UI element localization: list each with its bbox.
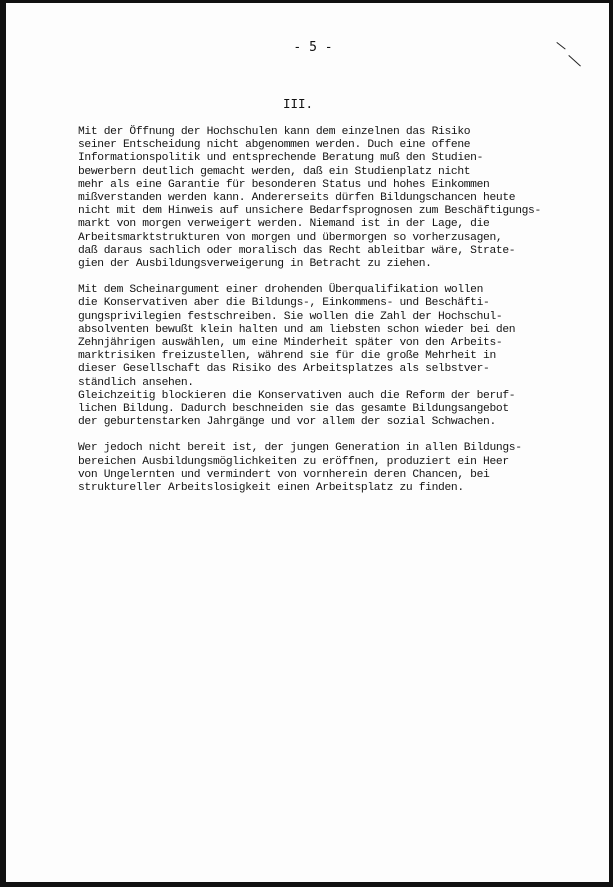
text-line: die Konservativen aber die Bildungs-, Einkommens- und Beschäfti- <box>78 297 490 310</box>
text-line: marktrisiken freizustellen, während sie für die große Mehrheit in <box>78 350 496 363</box>
text-line: seiner Entscheidung nicht abgenommen werden. Duch eine offene <box>78 139 471 152</box>
text-line: Zehnjährigen auswählen, um eine Minderheit später von den Arbeits- <box>78 337 503 350</box>
text-line: bewerbern deutlich gemacht werden, daß ein Studienplatz nicht <box>78 165 471 178</box>
text-line: struktureller Arbeitslosigkeit einen Arbeitsplatz zu finden. <box>78 482 464 495</box>
text-line: von Ungelernten und vermindert von vornherein deren Chancen, bei <box>78 468 490 481</box>
text-line: mehr als eine Garantie für besonderen Status und hohes Einkommen <box>78 178 490 191</box>
text-line: gien der Ausbildungsverweigerung in Betracht zu ziehen. <box>78 258 432 271</box>
section-heading: III. <box>282 96 314 111</box>
text-line: dieser Gesellschaft das Risiko des Arbeitsplatzes als selbstver- <box>78 363 490 376</box>
text-line: gungsprivilegien festschreiben. Sie wollen die Zahl der Hochschul- <box>78 310 503 323</box>
paragraph-1 <box>78 126 613 271</box>
text-line: Informationspolitik und entsprechende Beratung muß den Studien- <box>78 152 484 165</box>
body-text <box>78 126 613 508</box>
paragraph-4 <box>78 442 613 495</box>
text-line: ständlich ansehen. <box>78 376 194 389</box>
scan-mark <box>568 55 581 67</box>
scan-border-left <box>0 0 6 887</box>
text-line: lichen Bildung. Dadurch beschneiden sie das gesamte Bildungsangebot <box>78 403 509 416</box>
text-line: der geburtenstarken Jahrgänge und vor allem der sozial Schwachen. <box>78 416 496 429</box>
paragraph-2 <box>78 284 613 390</box>
text-line: Arbeitsmarktstrukturen von morgen und übermorgen so vorherzusagen, <box>78 231 503 244</box>
text-line: daß daraus sachlich oder moralisch das Recht ableitbar wäre, Strate- <box>78 244 516 257</box>
scan-border-bottom <box>0 882 613 887</box>
page-number: - 5 - <box>293 40 333 55</box>
scan-mark <box>556 42 565 50</box>
text-line: nicht mit dem Hinweis auf unsichere Bedarfsprognosen zum Beschäftigungs- <box>78 205 541 218</box>
text-line: bereichen Ausbildungsmöglichkeiten zu eröffnen, produziert ein Heer <box>78 455 509 468</box>
paragraph-3 <box>78 390 613 430</box>
text-line: markt von morgen verweigert werden. Niemand ist in der Lage, die <box>78 218 490 231</box>
text-line: absolventen bewußt klein halten und am liebsten schon wieder bei den <box>78 323 516 336</box>
text-line: Mit dem Scheinargument einer drohenden Überqualifikation wollen <box>78 284 484 297</box>
text-line: Mit der Öffnung der Hochschulen kann dem einzelnen das Risiko <box>78 126 471 138</box>
text-line: mißverstanden werden kann. Andererseits dürfen Bildungschancen heute <box>78 192 516 205</box>
text-line: Gleichzeitig blockieren die Konservativen auch die Reform der beruf- <box>78 389 516 402</box>
scan-border-top <box>0 0 613 3</box>
text-line: Wer jedoch nicht bereit ist, der jungen Generation in allen Bildungs- <box>78 442 522 455</box>
